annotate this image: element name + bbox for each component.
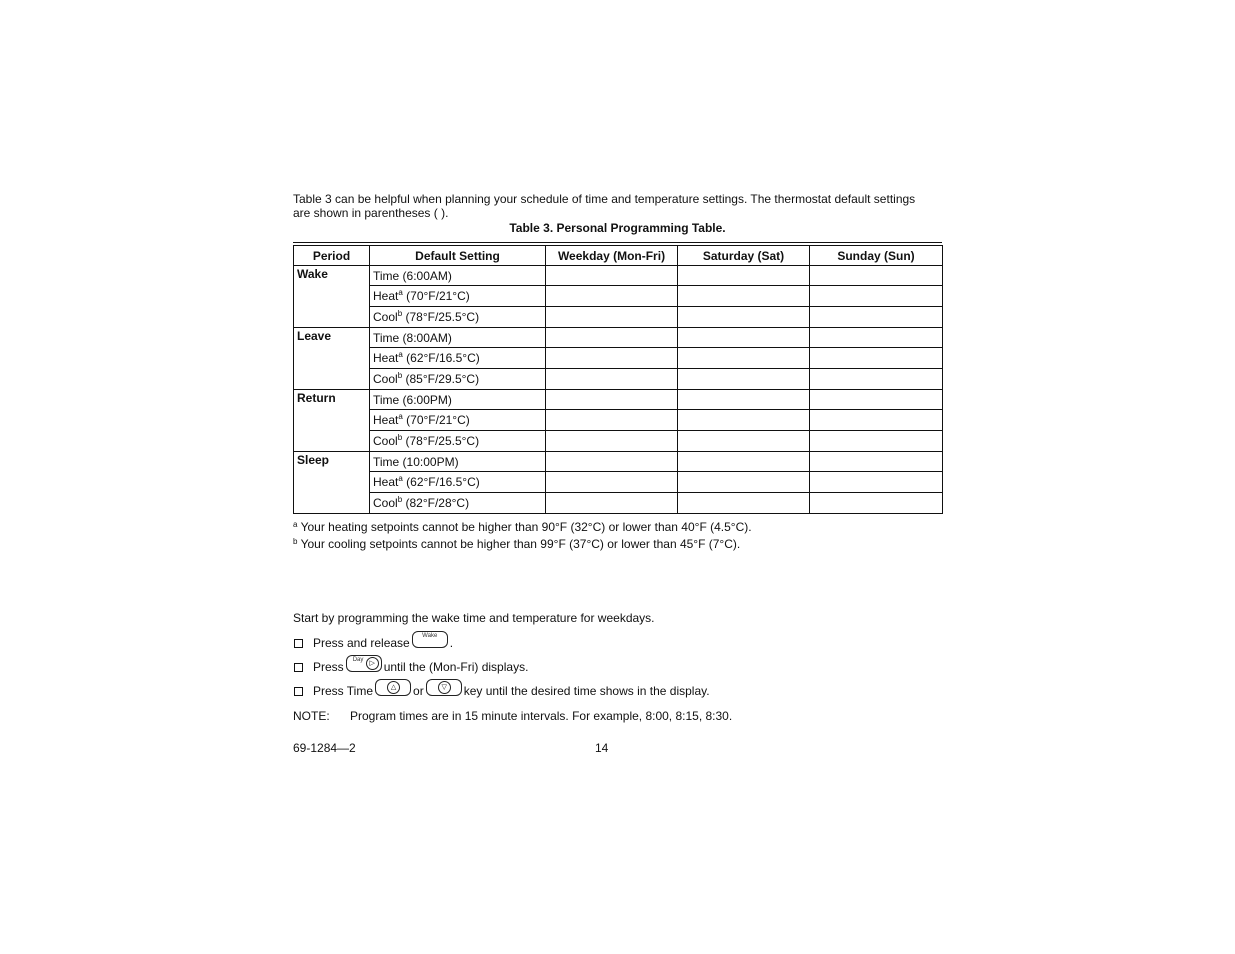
up-key-icon (375, 679, 411, 696)
default-setting-cell: Time (6:00AM) (370, 266, 546, 286)
footnote-b (293, 536, 942, 553)
step-wake (293, 631, 942, 655)
intro-line-2: are shown in parentheses ( ). (293, 206, 449, 220)
wake-key-icon (412, 631, 448, 648)
step-text: or (413, 684, 424, 698)
weekday-entry-cell (546, 266, 678, 286)
down-key-icon (426, 679, 462, 696)
day-key-icon (346, 655, 382, 672)
heat-default-value: (62°F/16.5°C) (402, 351, 480, 365)
cool-default-value: (82°F/28°C) (402, 496, 470, 510)
step-day (293, 655, 942, 679)
footnote-mark: b (397, 371, 403, 380)
default-setting-cell (370, 348, 546, 369)
weekday-entry-cell (546, 328, 678, 348)
programming-table-section (293, 192, 942, 553)
table-row (294, 348, 943, 369)
default-setting-cell: Time (10:00PM) (370, 452, 546, 472)
table-row (294, 472, 943, 493)
weekday-entry-cell (546, 431, 678, 452)
period-name: Return (294, 390, 370, 452)
default-setting-cell (370, 410, 546, 431)
saturday-entry-cell (678, 390, 810, 410)
saturday-entry-cell (678, 286, 810, 307)
saturday-entry-cell (678, 307, 810, 328)
sunday-entry-cell (810, 493, 943, 514)
table-row (294, 286, 943, 307)
table-row (294, 493, 943, 514)
period-name: Leave (294, 328, 370, 390)
weekday-entry-cell (546, 472, 678, 493)
up-arrow-icon: △ (387, 681, 400, 694)
sunday-entry-cell (810, 431, 943, 452)
footnote-mark: b (293, 537, 298, 546)
step-text: . (449, 636, 454, 650)
footnotes (293, 519, 942, 553)
table-wrapper (293, 242, 942, 514)
footnote-mark: a (398, 350, 403, 359)
saturday-entry-cell (678, 266, 810, 286)
footnote-mark: a (398, 288, 403, 297)
weekday-entry-cell (546, 369, 678, 390)
step-text: Press Time (313, 684, 374, 698)
note-label: NOTE: (293, 709, 330, 723)
page-number: 14 (595, 741, 609, 755)
intro-paragraph (293, 192, 942, 220)
step-text: Press (313, 660, 344, 674)
default-setting-cell (370, 369, 546, 390)
heat-label: Heat (373, 475, 399, 489)
footnote-text: Your cooling setpoints cannot be higher than 99°F (37°C) or lower than 45°F (7°C). (297, 537, 741, 551)
sunday-entry-cell (810, 472, 943, 493)
default-setting-cell (370, 472, 546, 493)
table-caption: Table 3. Personal Programming Table. (509, 221, 726, 235)
table-header-row (294, 246, 943, 266)
weekday-entry-cell (546, 410, 678, 431)
weekday-entry-cell (546, 286, 678, 307)
header-saturday: Saturday (Sat) (678, 246, 810, 266)
weekday-entry-cell (546, 452, 678, 472)
default-setting-cell: Time (6:00PM) (370, 390, 546, 410)
down-arrow-icon: ▽ (438, 681, 451, 694)
sunday-entry-cell (810, 286, 943, 307)
sunday-entry-cell (810, 266, 943, 286)
saturday-entry-cell (678, 328, 810, 348)
cool-label: Cool (373, 372, 398, 386)
table-row (294, 266, 943, 286)
footnote-mark: b (397, 433, 403, 442)
note (293, 709, 942, 723)
step-text: until the (Mon-Fri) displays. (383, 660, 529, 674)
default-setting-cell: Time (8:00AM) (370, 328, 546, 348)
table-body (294, 266, 943, 514)
default-setting-cell (370, 493, 546, 514)
instructions-section (293, 611, 942, 723)
checkbox-icon (294, 639, 303, 648)
saturday-entry-cell (678, 348, 810, 369)
step-time (293, 679, 942, 703)
sunday-entry-cell (810, 369, 943, 390)
cool-default-value: (78°F/25.5°C) (402, 310, 480, 324)
saturday-entry-cell (678, 472, 810, 493)
saturday-entry-cell (678, 410, 810, 431)
heat-label: Heat (373, 351, 399, 365)
default-setting-cell (370, 286, 546, 307)
sunday-entry-cell (810, 307, 943, 328)
default-setting-cell (370, 431, 546, 452)
footnote-a (293, 519, 942, 536)
header-period: Period (294, 246, 370, 266)
right-arrow-icon: ▷ (366, 657, 379, 670)
saturday-entry-cell (678, 431, 810, 452)
footnote-text: Your heating setpoints cannot be higher than 90°F (32°C) or lower than 40°F (4.5°C). (297, 520, 752, 534)
table-row (294, 369, 943, 390)
saturday-entry-cell (678, 493, 810, 514)
sunday-entry-cell (810, 328, 943, 348)
note-text: Program times are in 15 minute intervals. For example, 8:00, 8:15, 8:30. (350, 709, 733, 723)
table-row (294, 452, 943, 472)
header-sunday: Sunday (Sun) (810, 246, 943, 266)
footnote-mark: b (397, 495, 403, 504)
heat-default-value: (70°F/21°C) (402, 289, 470, 303)
header-default-setting: Default Setting (370, 246, 546, 266)
intro-line-1: Table 3 can be helpful when planning your schedule of time and temperature settings. The thermostat default settings (293, 192, 916, 206)
table-row (294, 307, 943, 328)
step-text: Press and release (313, 636, 410, 650)
footnote-mark: a (398, 474, 403, 483)
cool-default-value: (78°F/25.5°C) (402, 434, 480, 448)
saturday-entry-cell (678, 452, 810, 472)
day-key-label: Day (352, 656, 364, 663)
wake-key-label: Wake (422, 632, 438, 639)
table-row (294, 431, 943, 452)
header-weekday: Weekday (Mon-Fri) (546, 246, 678, 266)
cool-default-value: (85°F/29.5°C) (402, 372, 480, 386)
sunday-entry-cell (810, 452, 943, 472)
sunday-entry-cell (810, 348, 943, 369)
personal-programming-table (293, 245, 943, 514)
weekday-entry-cell (546, 390, 678, 410)
step-text: key until the desired time shows in the display. (463, 684, 710, 698)
table-row (294, 328, 943, 348)
table-row (294, 410, 943, 431)
period-name: Sleep (294, 452, 370, 514)
heat-label: Heat (373, 289, 399, 303)
saturday-entry-cell (678, 369, 810, 390)
cool-label: Cool (373, 496, 398, 510)
checkbox-icon (294, 663, 303, 672)
weekday-entry-cell (546, 307, 678, 328)
document-number: 69-1284—2 (293, 741, 356, 755)
instructions-lead: Start by programming the wake time and temperature for weekdays. (293, 611, 655, 625)
period-name: Wake (294, 266, 370, 328)
footnote-mark: a (293, 520, 298, 529)
heat-default-value: (70°F/21°C) (402, 413, 470, 427)
heat-label: Heat (373, 413, 399, 427)
cool-label: Cool (373, 310, 398, 324)
weekday-entry-cell (546, 348, 678, 369)
cool-label: Cool (373, 434, 398, 448)
heat-default-value: (62°F/16.5°C) (402, 475, 480, 489)
footnote-mark: b (397, 309, 403, 318)
sunday-entry-cell (810, 410, 943, 431)
sunday-entry-cell (810, 390, 943, 410)
footnote-mark: a (398, 412, 403, 421)
default-setting-cell (370, 307, 546, 328)
weekday-entry-cell (546, 493, 678, 514)
table-row (294, 390, 943, 410)
checkbox-icon (294, 687, 303, 696)
